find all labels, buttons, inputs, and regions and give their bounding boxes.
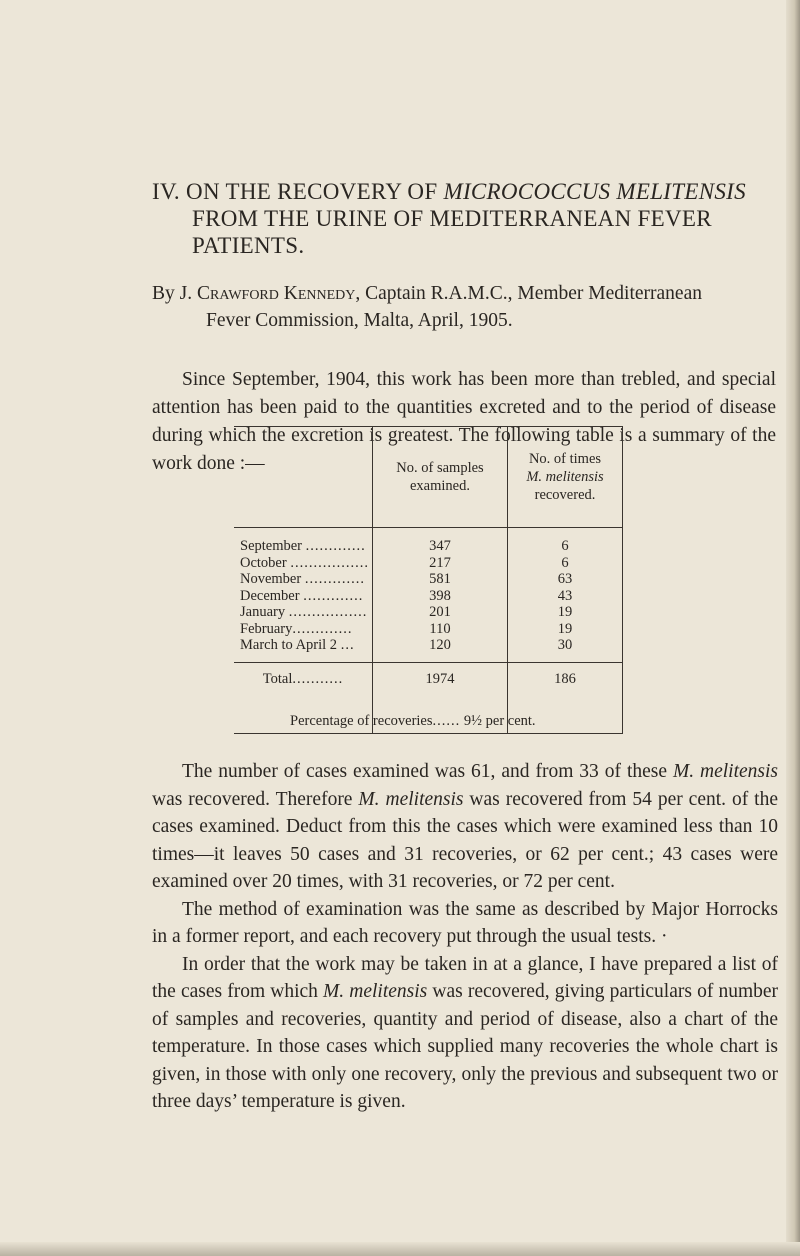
page-edge xyxy=(786,0,800,1256)
total-samples: 1974 xyxy=(373,662,508,733)
percentage-label: Percentage of recoveries xyxy=(290,713,433,729)
table-row-month: September ............. xyxy=(240,538,366,554)
table-row-month: December ............. xyxy=(240,587,364,604)
table-cell-recovered: 6 xyxy=(561,554,569,571)
byline-rest: , Captain R.A.M.C., Member Mediterranean xyxy=(355,283,702,304)
table-body xyxy=(234,528,623,663)
header-times xyxy=(508,427,623,528)
summary-table xyxy=(234,426,623,734)
heading-organism: MICROCOCCUS MELITENSIS xyxy=(443,179,746,204)
byline xyxy=(152,280,772,334)
body-text xyxy=(152,758,778,1116)
paragraph-method: The method of examination was the same as described by Major Horrocks in a former report, and each recovery put through the usual tests. · xyxy=(152,898,778,947)
byline-prefix: By J. xyxy=(152,283,197,304)
header-samples xyxy=(373,427,508,528)
table-row-month: October ................. xyxy=(240,554,369,571)
heading-line-1 xyxy=(152,178,772,205)
table-cell-samples: 120 xyxy=(429,637,451,653)
heading-numeral: IV. xyxy=(152,179,180,204)
header-samples-label: No. of samples examined. xyxy=(396,460,484,494)
percentage-line: Percentage of recoveries...... 9½ per cent. xyxy=(290,713,536,729)
table-row-month: January ................. xyxy=(240,604,368,620)
percentage-value: 9½ per cent. xyxy=(463,713,536,729)
table-cell-samples: 581 xyxy=(429,571,451,587)
header-times-line-3: recovered. xyxy=(534,487,596,503)
table-cell-samples: 217 xyxy=(429,554,451,571)
table-cell-samples: 398 xyxy=(429,587,451,604)
total-label: Total xyxy=(262,670,293,687)
intro-text: Since September, 1904, this work has been more than trebled, and special attention has been paid to the quantities excreted and to the period of disease during which the excretion is greatest. The following table is a summary of the work done :— xyxy=(152,369,776,474)
heading-text-1: ON THE RECOVERY OF xyxy=(186,179,444,204)
table-row-month: March to April 2 ... xyxy=(240,637,355,653)
table-row-month: November ............. xyxy=(240,571,365,587)
table-cell-recovered: 19 xyxy=(557,604,573,620)
table-cell-samples: 110 xyxy=(429,620,451,637)
header-month xyxy=(234,427,373,528)
table-cell-recovered: 43 xyxy=(557,587,573,604)
table-header-row xyxy=(234,427,623,528)
paragraph-list: In order that the work may be taken in at a glance, I have prepared a list of the cases from which M. melitensis was recovered, giving particulars of number of samples and recoveries, quantity and period of disease, also a chart of the temperature. In those cases which supplied many recoveries the whole chart is given, in those with only one recovery, only the previous and subsequent two or three days’ temperature is given. xyxy=(152,953,779,1112)
samples-column xyxy=(373,528,508,663)
header-times-line-1: No. of times xyxy=(528,451,602,467)
table-cell-recovered: 6 xyxy=(561,538,569,554)
month-column xyxy=(234,528,373,663)
table-cell-samples: 347 xyxy=(429,538,451,554)
header-times-organism: M. melitensis xyxy=(526,469,604,485)
table-cell-recovered: 19 xyxy=(557,620,573,637)
table-row-month: February............. xyxy=(240,620,353,637)
byline-author: Crawford Kennedy xyxy=(196,283,356,304)
paragraph-cases: The number of cases examined was 61, and from 33 of these M. melitensis was recovered. Therefore M. melitensis was recovered from 54 per cent. of the cases examined. Deduct from this the cases which were examined less than 10 times—it leaves 50 cases and 31 recoveries, or 62 per cent.; 43 cases were examined over 20 times, with 31 recoveries, or 72 per cent. xyxy=(152,761,779,892)
total-recovered: 186 xyxy=(508,662,623,733)
heading-line-3: PATIENTS. xyxy=(192,233,305,258)
total-label-cell: Total........... xyxy=(234,662,373,733)
byline-line-2: Fever Commission, Malta, April, 1905. xyxy=(206,310,513,331)
table-cell-recovered: 30 xyxy=(557,637,573,653)
article-heading xyxy=(152,178,772,259)
heading-line-2: FROM THE URINE OF MEDITERRANEAN FEVER xyxy=(192,206,712,231)
table-cell-recovered: 63 xyxy=(557,571,573,587)
recovered-column xyxy=(508,528,623,663)
table-cell-samples: 201 xyxy=(429,604,451,620)
page-bottom-edge xyxy=(0,1242,800,1256)
